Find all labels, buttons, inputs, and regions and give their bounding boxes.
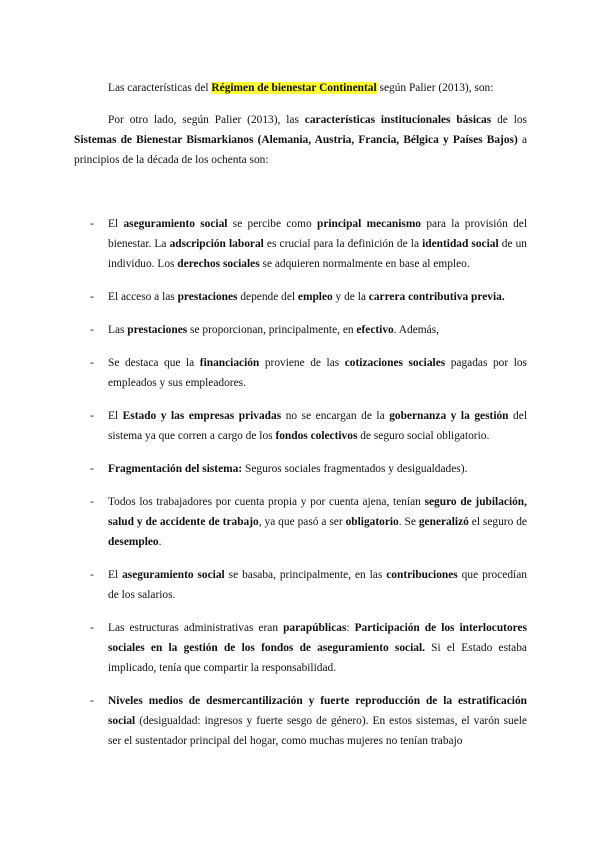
list-item-text — [108, 287, 527, 307]
text-segment: El acceso a las — [108, 291, 178, 303]
bold-term: seguro de jubilación, salud y de accidente de trabajo — [108, 496, 527, 528]
text-segment: para la provisión del bienestar. La — [108, 218, 527, 250]
bold-term: empleo — [297, 291, 333, 303]
intro2-bold-systems: Sistemas de Bienestar Bismarkianos (Alemania, Austria, Francia, Bélgica y Países Bajos) — [74, 134, 518, 146]
list-bullet: - — [90, 496, 94, 508]
text-segment: se basaba, principalmente, en las — [224, 569, 387, 581]
text-segment: que procedían de los salarios. — [108, 569, 527, 601]
bold-term: cotizaciones sociales — [344, 357, 446, 369]
characteristics-list — [0, 214, 600, 764]
highlighted-term: Régimen de bienestar Continental — [211, 82, 377, 94]
text-segment: se percibe como — [227, 218, 317, 230]
list-item — [0, 459, 600, 479]
text-segment: (desigualdad: ingresos y fuerte sesgo de género). En estos sistemas, el varón suele ser el sustentador principal del hogar, como muchas mujeres no tenían trabajo — [108, 715, 527, 747]
list-bullet: - — [90, 410, 94, 422]
list-item-text — [108, 459, 527, 479]
text-segment: Se destaca que la — [108, 357, 200, 369]
text-segment: El — [108, 410, 123, 422]
intro2-text-after: a principios de la década de los ochenta son: — [74, 134, 528, 166]
intro2-bold-term: características institucionales básicas — [304, 114, 492, 126]
list-item — [0, 406, 600, 446]
text-segment: pagadas por los empleados y sus empleadores. — [108, 357, 527, 389]
text-segment: Las — [108, 324, 128, 336]
bold-term: aseguramiento social — [123, 218, 228, 230]
text-segment: . Además, — [393, 324, 439, 336]
list-bullet: - — [90, 357, 94, 369]
list-item-text — [108, 353, 527, 393]
bold-term: aseguramiento social — [122, 569, 225, 581]
list-item — [0, 691, 600, 751]
bold-term: derechos sociales — [177, 258, 260, 270]
text-segment: proviene de las — [259, 357, 345, 369]
text-segment: y de la — [332, 291, 369, 303]
bold-term: Niveles medios de desmercantilización y fuerte reproducción de la estratificación social — [108, 695, 527, 727]
intro-paragraph-1 — [74, 78, 527, 98]
bold-term: fondos colectivos — [275, 430, 358, 442]
list-item — [0, 214, 600, 274]
text-segment: Seguros sociales fragmentados y desigualdades). — [242, 463, 468, 475]
text-segment: el seguro de — [468, 516, 527, 528]
list-item — [0, 320, 600, 340]
intro-text-after: según Palier (2013), son: — [376, 82, 494, 94]
list-item-text — [108, 492, 527, 552]
intro2-text-before: Por otro lado, según Palier (2013), las — [108, 114, 305, 126]
bold-term: obligatorio — [345, 516, 399, 528]
bold-term: efectivo — [356, 324, 394, 336]
bold-term: Participación de los interlocutores sociales en la gestión de los fondos de aseguramiento social. — [108, 622, 527, 654]
bold-term: parapúblicas — [283, 622, 347, 634]
bold-term: prestaciones — [127, 324, 188, 336]
list-item-text — [108, 214, 527, 274]
bold-term: Estado y las empresas privadas — [122, 410, 282, 422]
text-segment: no se encargan de la — [281, 410, 390, 422]
bold-term: Fragmentación del sistema: — [108, 463, 243, 475]
bold-term: generalizó — [418, 516, 469, 528]
text-segment: Las estructuras administrativas eran — [108, 622, 284, 634]
bold-term: contribuciones — [386, 569, 458, 581]
list-item-text — [108, 691, 527, 751]
list-item-text — [108, 406, 527, 446]
bold-term: identidad social — [422, 238, 499, 250]
bold-term: desempleo — [108, 536, 159, 548]
list-bullet: - — [90, 324, 94, 336]
list-item — [0, 353, 600, 393]
text-segment: El — [108, 569, 123, 581]
list-bullet: - — [90, 291, 94, 303]
list-bullet: - — [90, 463, 94, 475]
list-item-text — [108, 618, 527, 678]
text-segment: El — [108, 218, 124, 230]
list-item-text — [108, 565, 527, 605]
bold-term: carrera contributiva previa. — [368, 291, 505, 303]
intro-paragraph-2 — [74, 110, 527, 170]
list-item — [0, 565, 600, 605]
text-segment: de seguro social obligatorio. — [357, 430, 490, 442]
list-item-text — [108, 320, 527, 340]
list-bullet: - — [90, 218, 94, 230]
bold-term: principal mecanismo — [316, 218, 422, 230]
list-item — [0, 492, 600, 552]
text-segment: se proporcionan, principalmente, en — [187, 324, 357, 336]
text-segment: depende del — [237, 291, 298, 303]
bold-term: financiación — [199, 357, 260, 369]
bold-term: adscripción laboral — [169, 238, 264, 250]
text-segment: . Se — [398, 516, 419, 528]
text-segment: . — [158, 536, 162, 548]
bold-term: gobernanza y la gestión — [389, 410, 509, 422]
list-bullet: - — [90, 622, 94, 634]
text-segment: Todos los trabajadores por cuenta propia y por cuenta ajena, tenían — [108, 496, 425, 508]
text-segment: , ya que pasó a ser — [258, 516, 346, 528]
list-item — [0, 287, 600, 307]
text-segment: del sistema ya que corren a cargo de los — [108, 410, 527, 442]
text-segment: : — [346, 622, 355, 634]
text-segment: se adquieren normalmente en base al empleo. — [259, 258, 470, 270]
list-bullet: - — [90, 695, 94, 707]
list-bullet: - — [90, 569, 94, 581]
bold-term: prestaciones — [177, 291, 238, 303]
text-segment: es crucial para la definición de la — [263, 238, 423, 250]
intro-text-before: Las características del — [108, 82, 212, 94]
list-item — [0, 618, 600, 678]
intro2-text-mid: de los — [491, 114, 527, 126]
text-segment: de un individuo. Los — [108, 238, 527, 270]
text-segment: Si el Estado estaba implicado, tenía que compartir la responsabilidad. — [108, 642, 527, 674]
